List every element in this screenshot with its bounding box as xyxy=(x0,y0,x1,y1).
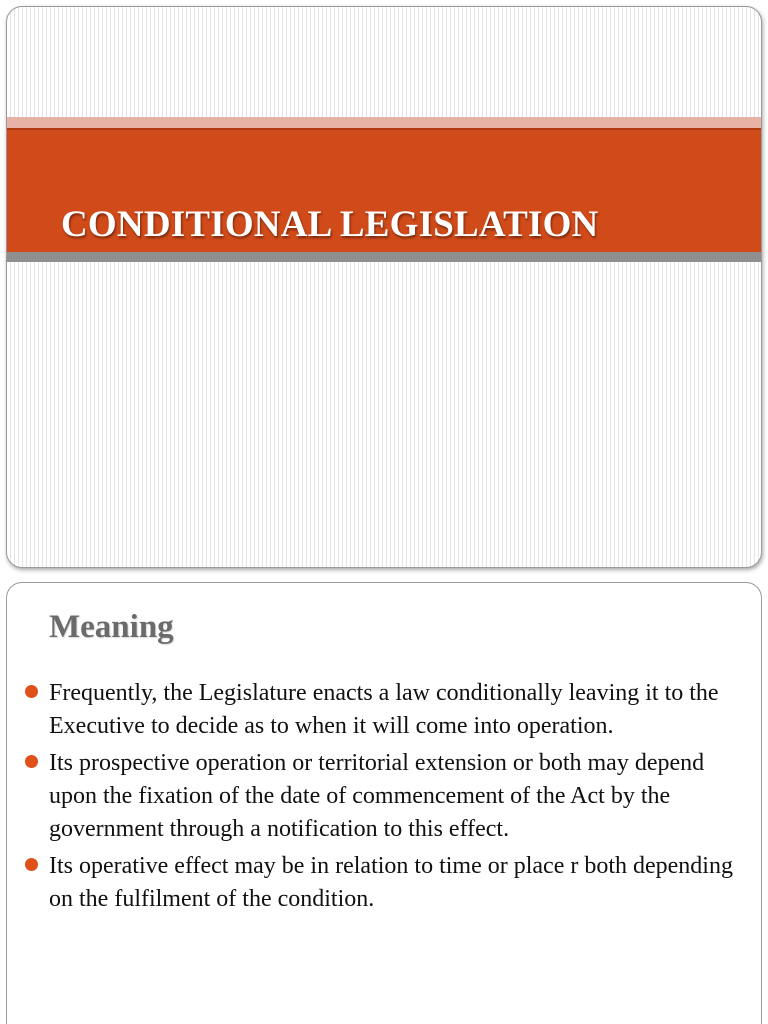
list-item xyxy=(25,747,737,846)
list-item xyxy=(25,850,737,916)
section-heading: Meaning xyxy=(49,609,174,645)
bullet-list xyxy=(25,677,737,920)
bullet-dot-icon xyxy=(25,858,38,871)
bullet-text: Its operative effect may be in relation to time or place r both depending on the fulfilment of the condition. xyxy=(49,853,733,912)
slide-title: CONDITIONAL LEGISLATION xyxy=(61,204,599,245)
bullet-dot-icon xyxy=(25,755,38,768)
title-slide xyxy=(6,6,762,568)
accent-strip xyxy=(7,117,761,128)
list-item xyxy=(25,677,737,743)
bullet-text: Its prospective operation or territorial extension or both may depend upon the fixation of the date of commencement of the Act by the government through a notification to this effect. xyxy=(49,750,705,842)
gray-strip xyxy=(7,252,761,262)
content-slide xyxy=(6,582,762,1024)
bullet-text: Frequently, the Legislature enacts a law conditionally leaving it to the Executive to decide as to when it will come into operation. xyxy=(49,680,719,739)
bullet-dot-icon xyxy=(25,685,38,698)
